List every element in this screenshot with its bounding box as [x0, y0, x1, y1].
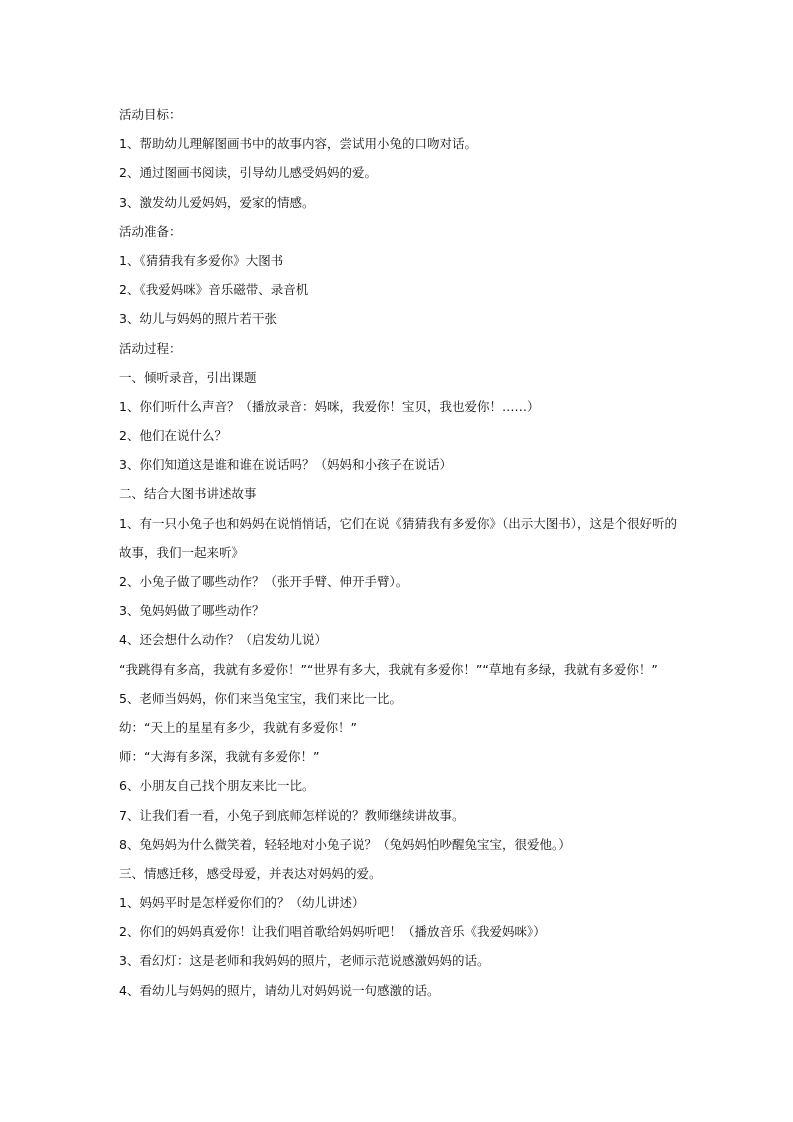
process-step-3-item-4: 4、看幼儿与妈妈的照片，请幼儿对妈妈说一句感激的话。 — [119, 982, 440, 998]
process-step-2-item-4: 4、还会想什么动作？（启发幼儿说） — [119, 632, 327, 648]
process-step-2-item-1: 1、有一只小兔子也和妈妈在说悄悄话，它们在说《猜猜我有多爱你》（出示大图书），这是个很好听的故事，我们一起来听》 — [119, 515, 677, 560]
section-heading-goals: 活动目标： — [119, 107, 182, 122]
dialogue-child: 幼：“天上的星星有多少，我就有多爱你！” — [119, 719, 357, 735]
process-step-2-heading: 二、结合大图书讲述故事 — [119, 486, 257, 502]
goal-item-2: 2、通过图画书阅读，引导幼儿感受妈妈的爱。 — [119, 165, 377, 181]
dialogue-teacher: 师：“大海有多深，我就有多爱你！” — [119, 749, 320, 765]
process-step-2-item-6: 6、小朋友自己找个朋友来比一比。 — [119, 778, 315, 794]
document-body — [119, 100, 679, 1005]
preparation-item-1: 1、《猜猜我有多爱你》大图书 — [119, 252, 284, 268]
process-step-3-item-3: 3、看幻灯：这是老师和我妈妈的照片，老师示范说感激妈妈的话。 — [119, 953, 490, 969]
goal-item-1: 1、帮助幼儿理解图画书中的故事内容，尝试用小兔的口吻对话。 — [119, 136, 477, 152]
section-heading-process: 活动过程： — [119, 340, 182, 356]
process-step-1-item-2: 2、他们在说什么？ — [119, 428, 227, 444]
process-step-2-item-3: 3、兔妈妈做了哪些动作？ — [119, 603, 265, 619]
process-step-1-heading: 一、倾听录音，引出课题 — [119, 369, 257, 385]
process-step-3-item-1: 1、妈妈平时是怎样爱你们的？（幼儿讲述） — [119, 895, 365, 911]
process-step-1-item-1: 1、你们听什么声音？（播放录音：妈咪，我爱你！宝贝，我也爱你！……） — [119, 398, 540, 414]
process-step-3-heading: 三、情感迁移，感受母爱，并表达对妈妈的爱。 — [119, 865, 382, 881]
process-step-2-item-7: 7、让我们看一看，小兔子到底师怎样说的？教师继续讲故事。 — [119, 807, 465, 823]
process-step-2-item-8: 8、兔妈妈为什么微笑着，轻轻地对小兔子说？（兔妈妈怕吵醒兔宝宝，很爱他。） — [119, 836, 571, 852]
process-step-1-item-3: 3、你们知道这是谁和谁在说话吗？（妈妈和小孩子在说话） — [119, 457, 452, 473]
goal-item-3: 3、激发幼儿爱妈妈，爱家的情感。 — [119, 194, 315, 210]
section-heading-preparation: 活动准备： — [119, 223, 182, 239]
process-step-2-item-5: 5、老师当妈妈，你们来当兔宝宝，我们来比一比。 — [119, 690, 402, 706]
process-step-2-item-2: 2、小兔子做了哪些动作？（张开手臂、伸开手臂）。 — [119, 574, 409, 590]
preparation-item-2: 2、《我爱妈咪》音乐磁带、录音机 — [119, 282, 309, 298]
preparation-item-3: 3、幼儿与妈妈的照片若干张 — [119, 311, 277, 327]
process-step-3-item-2: 2、你们的妈妈真爱你！让我们唱首歌给妈妈听吧！（播放音乐《我爱妈咪》） — [119, 924, 546, 940]
process-step-2-quote: “我跳得有多高，我就有多爱你！”“世界有多大，我就有多爱你！”“草地有多绿，我就有多爱你！” — [119, 661, 658, 677]
